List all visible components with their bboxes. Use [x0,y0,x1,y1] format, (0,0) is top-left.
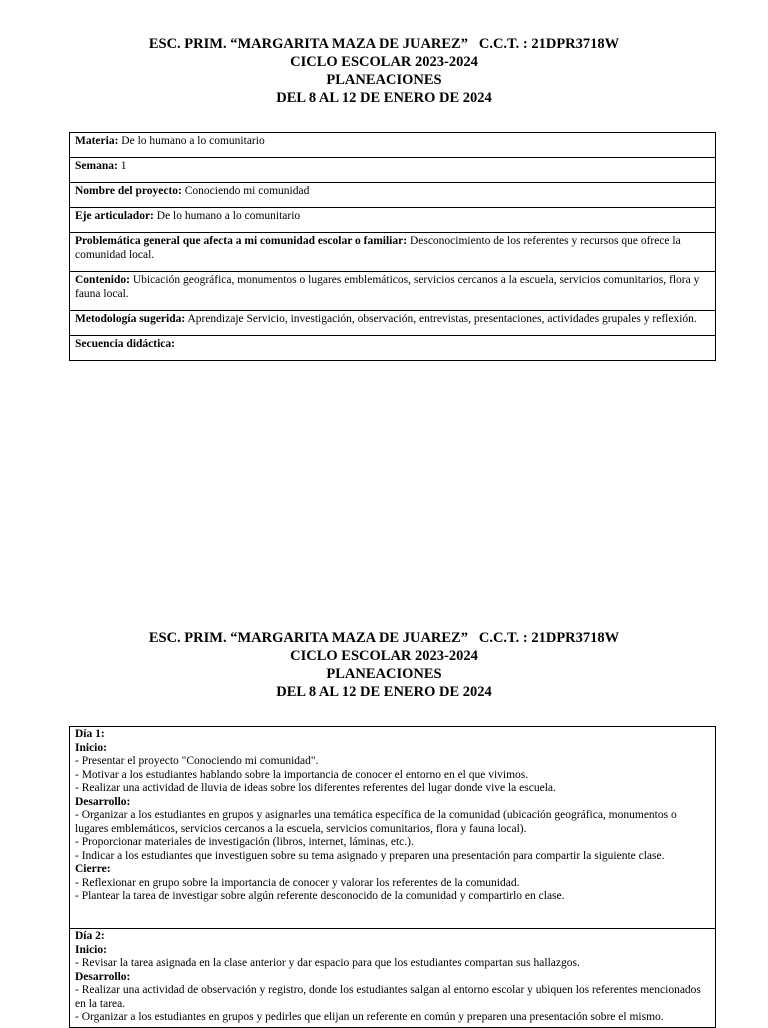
didactic-sequence-table [69,726,716,1028]
semana-label: Semana: [75,160,118,172]
problematica-row [70,233,716,272]
day2-desarrollo-label: Desarrollo: [75,970,131,983]
list-item: - Motivar a los estudiantes hablando sobre la importancia de conocer el entorno en el que vivimos. [75,768,529,781]
day2-inicio-label: Inicio: [75,943,107,956]
contenido-label: Contenido: [75,274,130,286]
day1-inicio-label: Inicio: [75,741,107,754]
list-item: - Organizar a los estudiantes en grupos y asignarles una temática específica de la comunidad (ubicación geográfica, monumentos o lugares emblemáticos, servicios cercanos a la escuela, servicios comunitarios, flora y fauna local). [75,809,677,835]
day1-row [70,727,716,929]
eje-value: De lo humano a lo comunitario [153,210,301,222]
eje-row [70,208,716,233]
date-range: DEL 8 AL 12 DE ENERO DE 2024 [276,90,492,106]
day1-cell [70,727,716,929]
eje-label: Eje articulador: [75,210,154,222]
document-title: PLANEACIONES [326,666,442,682]
proyecto-value: Conociendo mi comunidad [181,185,310,197]
page2-header [0,629,768,701]
list-item: - Presentar el proyecto "Conociendo mi comunidad". [75,755,319,767]
secuencia-row [70,336,716,361]
list-item: - Realizar una actividad de observación y registro, donde los estudiantes salgan al entorno escolar y ubiquen los referentes mencionados en la tarea. [75,984,701,1010]
day2-row [70,929,716,1028]
school-name: ESC. PRIM. “MARGARITA MAZA DE JUAREZ” C.C.T. : 21DPR3718W [148,630,620,646]
list-item: - Reflexionar en grupo sobre la importancia de conocer y valorar los referentes de la comunidad. [75,876,520,889]
problematica-label: Problemática general que afecta a mi comunidad escolar o familiar: [75,235,408,247]
list-item: - Indicar a los estudiantes que investiguen sobre su tema asignado y preparen una presentación para compartir la siguiente clase. [75,849,665,862]
contenido-row [70,272,716,311]
day2-title: Día 2: [75,930,105,942]
document-title: PLANEACIONES [326,72,442,88]
day1-title: Día 1: [75,728,105,740]
day1-cierre-label: Cierre: [75,863,111,875]
list-item: - Organizar a los estudiantes en grupos y pedirles que elijan un referente en común y preparen una presentación sobre el mismo. [75,1011,664,1023]
proyecto-label: Nombre del proyecto: [75,185,182,197]
list-item: - Realizar una actividad de lluvia de ideas sobre los diferentes referentes del lugar donde vive la escuela. [75,782,556,794]
semana-row [70,158,716,183]
secuencia-label: Secuencia didáctica: [75,338,175,350]
list-item: - Revisar la tarea asignada en la clase anterior y dar espacio para que los estudiantes compartan sus hallazgos. [75,957,580,969]
metodologia-value: Aprendizaje Servicio, investigación, observación, entrevistas, presentaciones, actividades grupales y reflexión. [185,313,697,325]
school-name: ESC. PRIM. “MARGARITA MAZA DE JUAREZ” C.C.T. : 21DPR3718W [148,36,620,52]
contenido-value: Ubicación geográfica, monumentos o lugares emblemáticos, servicios cercanos a la escuela, servicios comunitarios, flora y fauna local. [75,274,700,300]
page1-header [0,35,768,107]
school-cycle: CICLO ESCOLAR 2023-2024 [290,648,478,664]
materia-row [70,133,716,158]
problematica-value: Desconocimiento de los referentes y recursos que ofrece la comunidad local. [75,235,681,261]
day1-desarrollo-label: Desarrollo: [75,795,131,808]
materia-value: De lo humano a lo comunitario [118,135,265,147]
list-item: - Plantear la tarea de investigar sobre algún referente desconocido de la comunidad y compartirlo en clase. [75,890,565,902]
project-info-table [69,132,716,361]
school-cycle: CICLO ESCOLAR 2023-2024 [290,54,478,70]
metodologia-label: Metodología sugerida: [75,313,186,325]
semana-value: 1 [117,160,127,172]
date-range: DEL 8 AL 12 DE ENERO DE 2024 [276,684,492,700]
materia-label: Materia: [75,135,119,147]
proyecto-row [70,183,716,208]
list-item: - Proporcionar materiales de investigación (libros, internet, láminas, etc.). [75,836,414,848]
day2-cell [70,929,716,1028]
metodologia-row [70,311,716,336]
